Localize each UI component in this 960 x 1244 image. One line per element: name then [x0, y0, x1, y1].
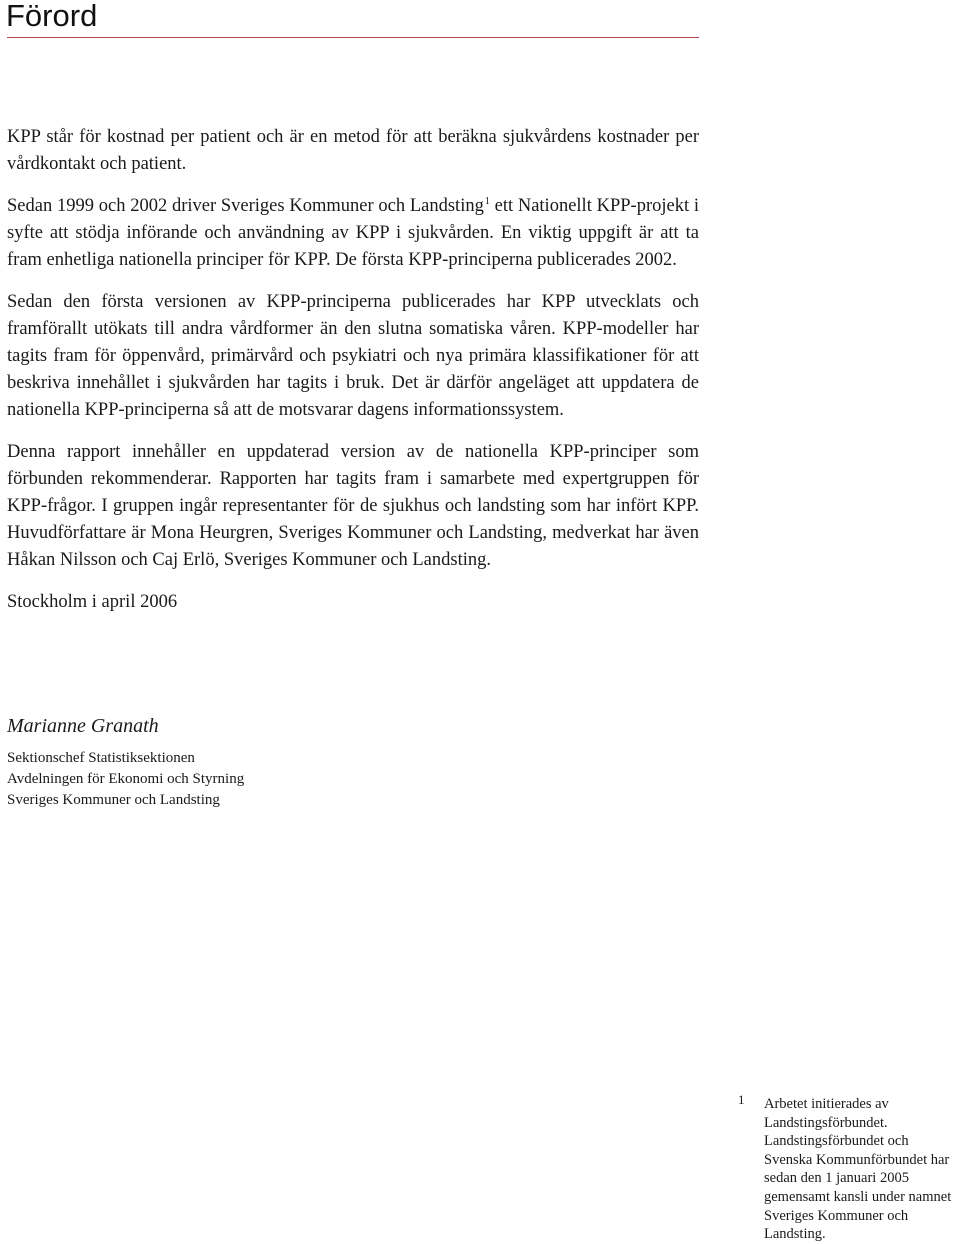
signature-name: Marianne Granath	[7, 715, 159, 737]
preface-body	[7, 124, 699, 631]
footnote-number: 1	[738, 1092, 745, 1107]
signature-organization: Sveriges Kommuner och Landsting	[7, 792, 220, 808]
page-title: Förord	[6, 0, 98, 33]
footnote-text: Arbetet initierades av Landstingsförbundet. Landstingsförbundet och Svenska Kommunförbundet har sedan den 1 januari 2005 gemensamt kansli under namnet Sveriges Kommuner och Landsting.	[764, 1096, 952, 1243]
title-divider	[7, 37, 699, 38]
signature-block	[7, 712, 507, 811]
paragraph-project-lead: Sedan 1999 och 2002 driver Sveriges Kommuner och Landsting	[7, 196, 484, 216]
footnote-reference: 1	[484, 196, 490, 207]
paragraph-project-rest: ett Nationellt KPP-projekt i syfte att stödja införande och användning av KPP i sjukvården. En viktig uppgift är att ta fram enhetliga nationella principer för KPP. De första KPP-principerna publicerades 2002.	[7, 196, 699, 270]
signature-department: Avdelningen för Ekonomi och Styrning	[7, 771, 245, 787]
paragraph-update: Sedan den första versionen av KPP-principerna publicerades har KPP utvecklats och framförallt utökats till andra vårdformer än den slutna somatiska våren. KPP-modeller har tagits fram för öppenvård, primärvård och psykiatri och nya primära klassifikationer för att beskriva innehållet i sjukvården har tagits i bruk. Det är därför angeläget att uppdatera de nationella KPP-principerna så att de motsvarar dagens informationssystem.	[7, 292, 699, 420]
paragraph-project	[7, 193, 699, 274]
paragraph-intro: KPP står för kostnad per patient och är en metod för att beräkna sjukvårdens kostnader per vårdkontakt och patient.	[7, 127, 699, 174]
place-date: Stockholm i april 2006	[7, 592, 178, 612]
paragraph-report: Denna rapport innehåller en uppdaterad version av de nationella KPP-principer som förbunden rekommenderar. Rapporten har tagits fram i samarbete med expertgruppen för KPP-frågor. I gruppen ingår representanter för de sjukhus och landsting som har infört KPP. Huvudförfattare är Mona Heurgren, Sveriges Kommuner och Landsting, medverkat har även Håkan Nilsson och Caj Erlö, Sveriges Kommuner och Landsting.	[7, 442, 699, 570]
signature-title: Sektionschef Statistiksektionen	[7, 750, 195, 766]
footnote	[738, 1092, 958, 1244]
